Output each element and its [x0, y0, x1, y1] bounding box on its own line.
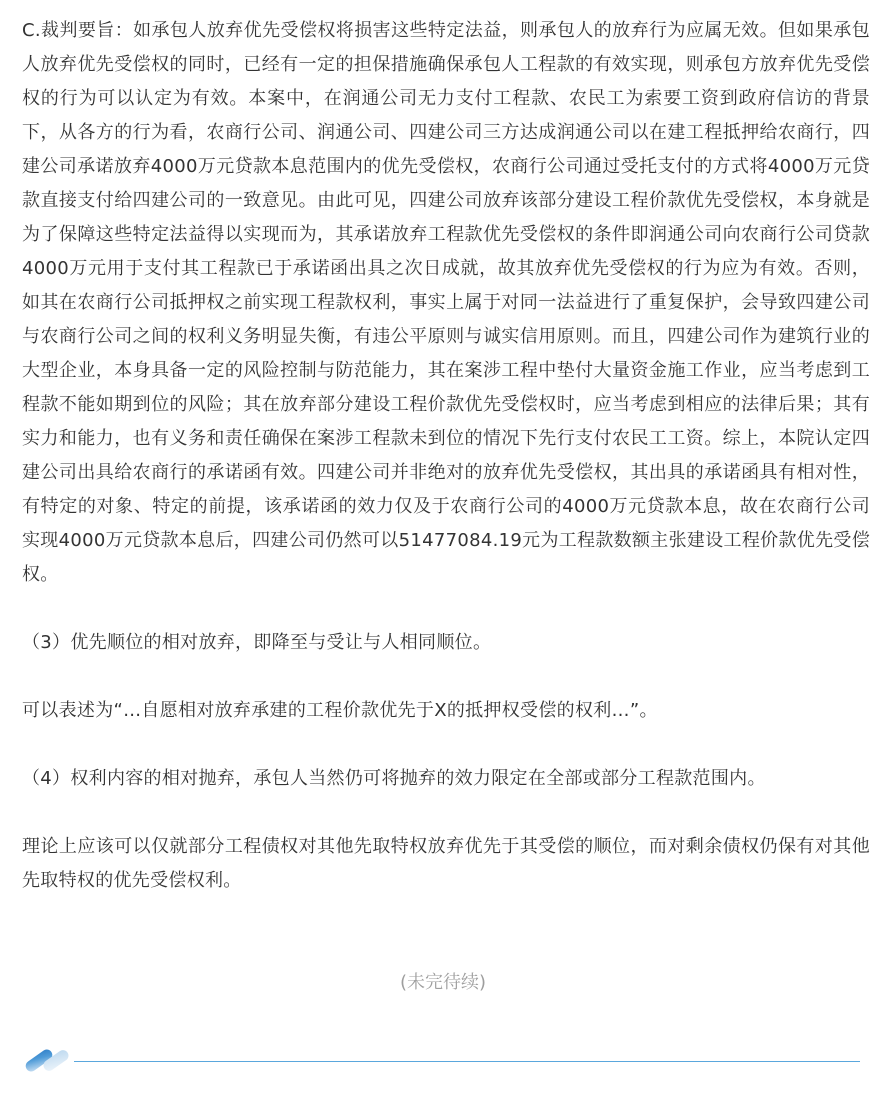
paragraph-gap — [22, 592, 870, 626]
divider-line — [74, 1061, 860, 1062]
article-body — [22, 14, 870, 898]
paragraph-gap — [22, 660, 870, 694]
paragraph-gap — [22, 796, 870, 830]
paragraph-relative-content-waiver: （4）权利内容的相对抛弃，承包人当然仍可将抛弃的效力限定在全部或部分工程款范围内。 — [22, 768, 766, 789]
footer-divider — [22, 1046, 862, 1076]
paragraph-wording-example: 可以表述为“…自愿相对放弃承建的工程价款优先于X的抵押权受偿的权利…”。 — [22, 700, 658, 721]
paragraph-ruling-summary: C.裁判要旨：如承包人放弃优先受偿权将损害这些特定法益，则承包人的放弃行为应属无效。但如果承包人放弃优先受偿权的同时，已经有一定的担保措施确保承包人工程款的有效实现，则承包方放弃优先受偿权的行为可以认定为有效。本案中，在润通公司无力支付工程款、农民工为索要工资到政府信访的背景下，从各方的行为看，农商行公司、润通公司、四建公司三方达成润通公司以在建工程抵押给农商行，四建公司承诺放弃4000万元贷款本息范围内的优先受偿权，农商行公司通过受托支付的方式将4000万元贷款直接支付给四建公司的一致意见。由此可见，四建公司放弃该部分建设工程价款优先受偿权，本身就是为了保障这些特定法益得以实现而为，其承诺放弃工程款优先受偿权的条件即润通公司向农商行公司贷款4000万元用于支付其工程款已于承诺函出具之次日成就，故其放弃优先受偿权的行为应为有效。否则，如其在农商行公司抵押权之前实现工程款权利，事实上属于对同一法益进行了重复保护，会导致四建公司与农商行公司之间的权利义务明显失衡，有违公平原则与诚实信用原则。而且，四建公司作为建筑行业的大型企业，本身具备一定的风险控制与防范能力，其在案涉工程中垫付大量资金施工作业，应当考虑到工程款不能如期到位的风险；其在放弃部分建设工程价款优先受偿权时，应当考虑到相应的法律后果；其有实力和能力，也有义务和责任确保在案涉工程款未到位的情况下先行支付农民工工资。综上，本院认定四建公司出具给农商行的承诺函有效。四建公司并非绝对的放弃优先受偿权，其出具的承诺函具有相对性，有特定的对象、特定的前提，该承诺函的效力仅及于农商行公司的4000万元贷款本息，故在农商行公司实现4000万元贷款本息后，四建公司仍然可以51477084.19元为工程款数额主张建设工程价款优先受偿权。 — [22, 20, 870, 585]
paragraph-gap — [22, 728, 870, 762]
paragraph-theory: 理论上应该可以仅就部分工程债权对其他先取特权放弃优先于其受偿的顺位，而对剩余债权仍保有对其他先取特权的优先受偿权利。 — [22, 836, 870, 891]
double-slash-pill-icon — [22, 1046, 72, 1076]
to-be-continued-note: (未完待续) — [399, 972, 487, 993]
paragraph-relative-priority-waiver: （3）优先顺位的相对放弃，即降至与受让与人相同顺位。 — [22, 632, 492, 653]
